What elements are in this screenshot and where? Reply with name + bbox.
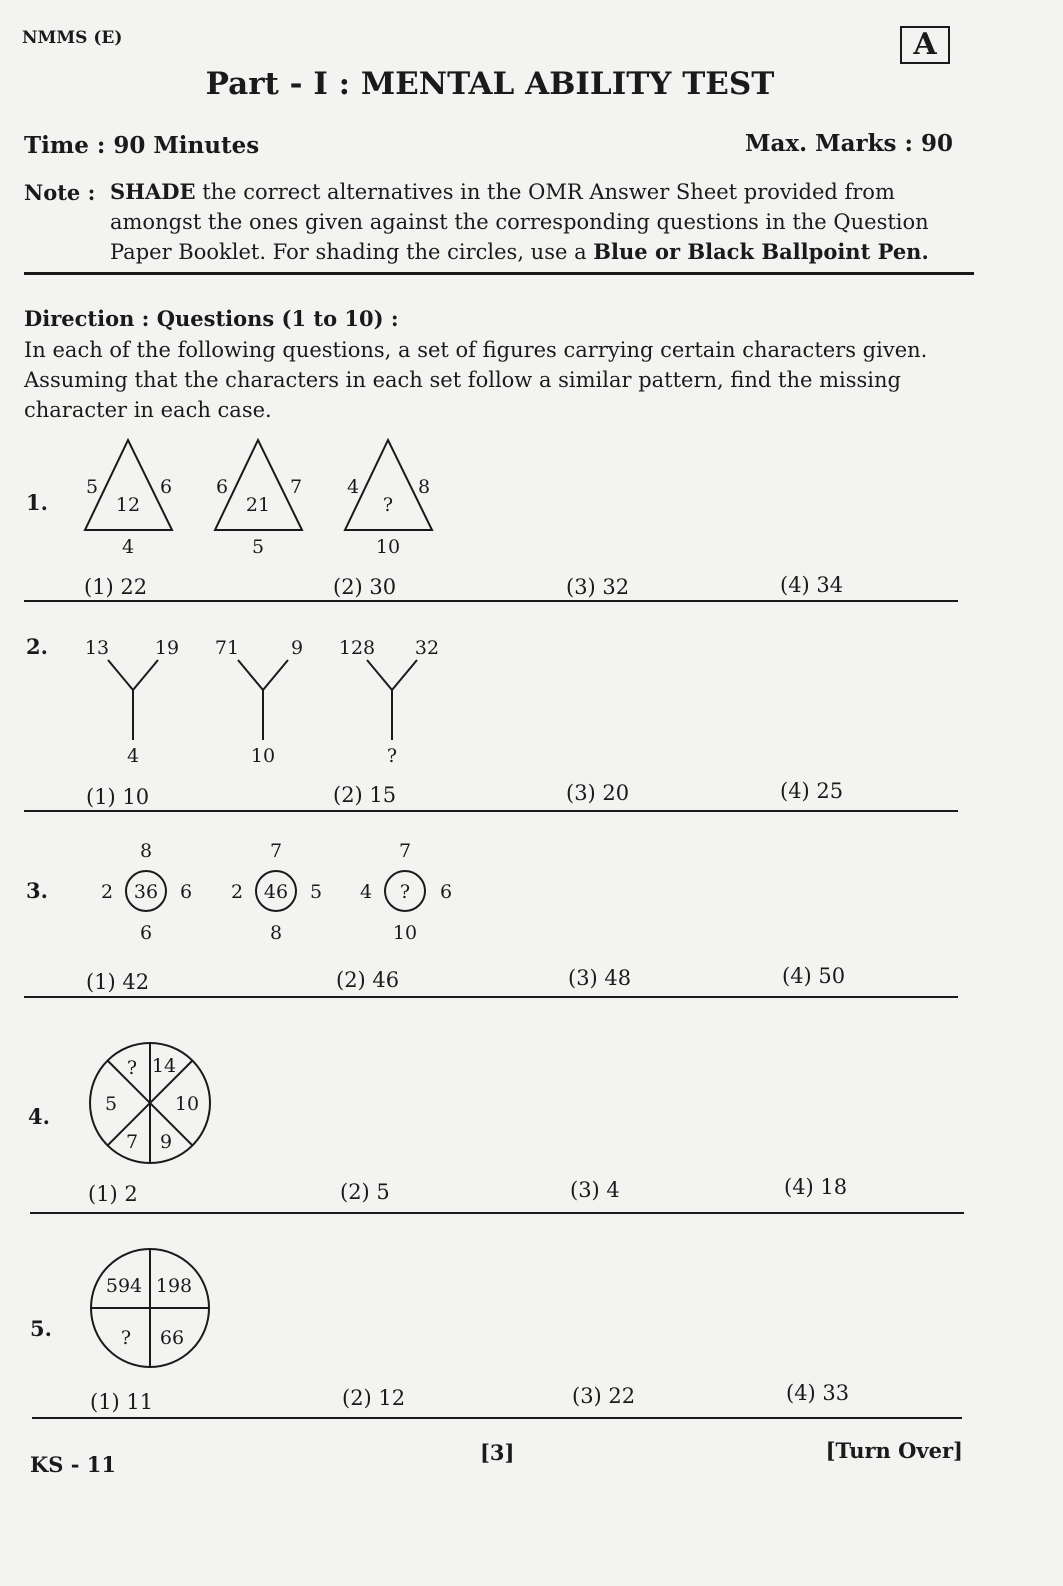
tri-bottom: 4 xyxy=(121,536,135,558)
y-bottom: 10 xyxy=(250,745,276,767)
option-2[interactable]: (2) 30 xyxy=(333,575,397,599)
circ-bottom: 10 xyxy=(392,922,418,944)
option-1[interactable]: (1) 2 xyxy=(88,1182,138,1206)
tri-left: 5 xyxy=(86,476,99,498)
circ-top: 7 xyxy=(269,840,283,862)
y-left: 13 xyxy=(84,637,110,659)
option-1[interactable]: (1) 10 xyxy=(86,785,150,809)
option-2[interactable]: (2) 15 xyxy=(333,783,397,807)
option-1[interactable]: (1) 11 xyxy=(90,1390,154,1414)
option-3[interactable]: (3) 22 xyxy=(572,1384,636,1408)
page-title: Part - I : MENTAL ABILITY TEST xyxy=(205,66,775,102)
tri-left: 4 xyxy=(347,476,360,498)
tri-bottom: 10 xyxy=(375,536,401,558)
option-3[interactable]: (3) 4 xyxy=(570,1178,620,1202)
circ-right: 6 xyxy=(439,881,453,903)
option-2[interactable]: (2) 46 xyxy=(336,968,400,992)
question-number: 3. xyxy=(26,878,48,903)
circ-left: 4 xyxy=(359,881,373,903)
y-left: 71 xyxy=(214,637,240,659)
q3-circle-figures xyxy=(80,835,480,950)
y-figure-1 xyxy=(85,637,179,767)
y-figure-2 xyxy=(215,637,303,767)
note-text xyxy=(110,177,980,267)
option-4[interactable]: (4) 25 xyxy=(780,779,844,803)
wheel-left: 5 xyxy=(104,1093,118,1115)
page-number: [3] xyxy=(480,1440,515,1465)
wheel-top-right: 14 xyxy=(151,1055,177,1077)
triangle-figure-3 xyxy=(345,440,432,558)
y-left: 128 xyxy=(338,637,376,659)
circle-figure-3 xyxy=(360,840,452,944)
quad-top-right: 198 xyxy=(155,1275,193,1297)
direction-text: In each of the following questions, a set of figures carrying certain characters given. Assuming that the characters in each set follow a similar pattern, find the missing character in each case. xyxy=(24,338,928,422)
note-label: Note : xyxy=(24,180,96,205)
time-label: Time : 90 Minutes xyxy=(24,132,260,159)
y-bottom: ? xyxy=(386,745,398,767)
triangle-figure-1 xyxy=(85,440,172,558)
set-badge: A xyxy=(900,26,950,64)
wheel-bottom-left: 7 xyxy=(125,1131,139,1153)
y-right: 9 xyxy=(290,637,304,659)
q1-triangles xyxy=(70,435,470,560)
y-bottom: 4 xyxy=(126,745,140,767)
question-number: 1. xyxy=(26,490,48,515)
option-4[interactable]: (4) 50 xyxy=(782,964,846,988)
option-2[interactable]: (2) 12 xyxy=(342,1386,406,1410)
wheel-top-left: ? xyxy=(126,1057,138,1079)
question-divider xyxy=(30,1212,964,1214)
tri-right: 6 xyxy=(160,476,173,498)
question-divider xyxy=(24,600,958,602)
option-1[interactable]: (1) 42 xyxy=(86,970,150,994)
option-3[interactable]: (3) 20 xyxy=(566,781,630,805)
tri-center: 21 xyxy=(245,494,271,516)
header-divider xyxy=(24,272,974,275)
note-lead: SHADE xyxy=(110,179,196,204)
exam-code: NMMS (E) xyxy=(22,28,123,48)
wheel-right: 10 xyxy=(174,1093,200,1115)
option-4[interactable]: (4) 34 xyxy=(780,573,844,597)
option-3[interactable]: (3) 48 xyxy=(568,966,632,990)
circ-top: 8 xyxy=(139,840,153,862)
option-4[interactable]: (4) 18 xyxy=(784,1175,848,1199)
option-4[interactable]: (4) 33 xyxy=(786,1381,850,1405)
tri-left: 6 xyxy=(216,476,229,498)
note-body: the correct alternatives in the OMR Answer Sheet provided from amongst the ones given against the corresponding questions in the Question Paper Booklet. For shading the circles, use a xyxy=(110,180,929,264)
direction-title: Direction : Questions (1 to 10) : xyxy=(24,306,399,331)
option-3[interactable]: (3) 32 xyxy=(566,575,630,599)
circ-center: ? xyxy=(399,881,411,903)
circ-top: 7 xyxy=(398,840,412,862)
circ-bottom: 8 xyxy=(269,922,283,944)
quad-bottom-left: ? xyxy=(120,1327,132,1349)
q5-quadrant-figure xyxy=(88,1246,214,1372)
circ-bottom: 6 xyxy=(139,922,153,944)
tri-center: 12 xyxy=(115,494,141,516)
quad-top-left: 594 xyxy=(105,1275,143,1297)
circ-right: 6 xyxy=(179,881,193,903)
option-2[interactable]: (2) 5 xyxy=(340,1180,390,1204)
circ-center: 36 xyxy=(133,881,159,903)
turn-over-label: [Turn Over] xyxy=(825,1438,963,1463)
question-divider xyxy=(24,996,958,998)
circ-left: 2 xyxy=(100,881,114,903)
question-divider xyxy=(32,1417,962,1419)
question-number: 2. xyxy=(26,634,48,659)
question-number: 5. xyxy=(30,1316,52,1341)
question-divider xyxy=(24,810,958,812)
booklet-code: KS - 11 xyxy=(30,1452,116,1477)
y-figure-3 xyxy=(339,637,439,767)
option-1[interactable]: (1) 22 xyxy=(84,575,148,599)
tri-right: 7 xyxy=(290,476,303,498)
wheel-bottom-right: 9 xyxy=(159,1131,173,1153)
question-number: 4. xyxy=(28,1104,50,1129)
tri-right: 8 xyxy=(418,476,431,498)
note-emphasis: Blue or Black Ballpoint Pen. xyxy=(593,239,929,264)
circle-figure-2 xyxy=(231,840,322,944)
circ-left: 2 xyxy=(230,881,244,903)
y-right: 32 xyxy=(414,637,440,659)
circle-figure-1 xyxy=(101,840,192,944)
circ-center: 46 xyxy=(263,881,289,903)
circ-right: 5 xyxy=(309,881,323,903)
marks-label: Max. Marks : 90 xyxy=(745,130,953,157)
q2-y-figures xyxy=(70,630,470,775)
triangle-figure-2 xyxy=(215,440,302,558)
tri-bottom: 5 xyxy=(251,536,265,558)
y-right: 19 xyxy=(154,637,180,659)
quad-bottom-right: 66 xyxy=(159,1327,185,1349)
q4-wheel-figure xyxy=(86,1040,216,1170)
tri-center: ? xyxy=(382,494,394,516)
